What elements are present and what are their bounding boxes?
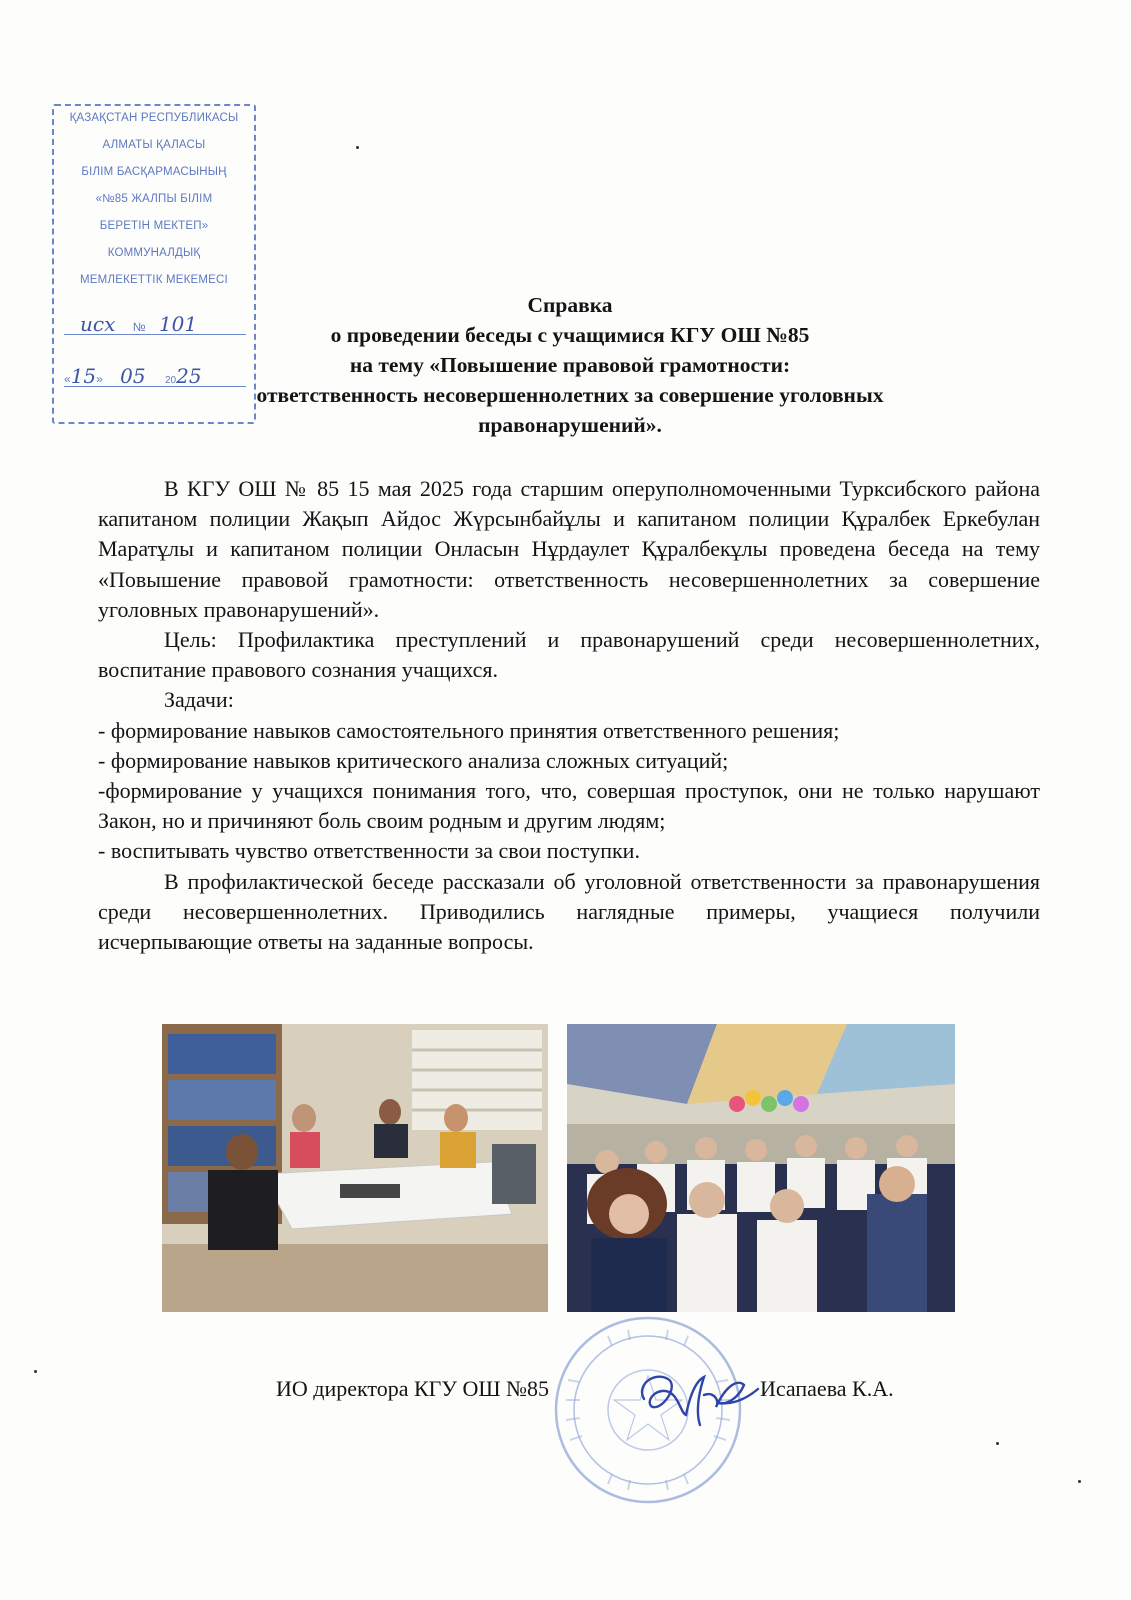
stamp-reg-number: 101 <box>158 312 198 336</box>
task-item: - воспитывать чувство ответственности за свои поступки. <box>98 838 640 864</box>
stamp-reg-prefix: исх <box>80 312 116 336</box>
title-line: ответственность несовершеннолетних за совершение уголовных <box>256 383 884 407</box>
stamp-date-month: 05 <box>120 364 146 388</box>
goal-paragraph: Цель: Профилактика преступлений и правонарушений среди несовершеннолетних, воспитание правового сознания учащихся. <box>98 627 1040 683</box>
assembly-photo-illustration <box>567 1024 955 1312</box>
stamp-line: КОММУНАЛДЫҚ <box>107 247 201 259</box>
meeting-photo <box>162 1024 548 1312</box>
assembly-photo <box>567 1024 955 1312</box>
stamp-line: АЛМАТЫ ҚАЛАСЫ <box>102 139 206 151</box>
signature-block <box>0 1376 1131 1416</box>
stamp-line: БІЛІМ БАСҚАРМАСЫНЫҢ <box>81 166 227 178</box>
meeting-photo-illustration <box>162 1024 548 1312</box>
signatory-position: ИО директора КГУ ОШ №85 <box>276 1376 550 1401</box>
scan-speck <box>34 1370 37 1373</box>
task-item: -формирование у учащихся понимания того, что, совершая проступок, они не только нарушают Закон, но и причиняют боль своим родным и другим людям; <box>98 778 1040 834</box>
signatory-name: Исапаева К.А. <box>760 1376 894 1401</box>
stamp-line: БЕРЕТІН МЕКТЕП» <box>99 220 209 232</box>
scan-speck <box>356 146 359 149</box>
title-line: правонарушений». <box>478 413 662 437</box>
stamp-date-open: « <box>64 372 71 386</box>
intro-paragraph: В КГУ ОШ № 85 15 мая 2025 года старшим оперуполномоченными Турксибского района капитаном полиции Жақып Айдос Жүрсынбайұлы и капитаном полиции Құралбек Еркебулан Маратұлы и капитаном полиции Онласын Нұрдаулет Құралбекұлы проведена беседа на тему «Повышение правовой грамотности: ответственность несовершеннолетних за совершение уголовных правонарушений». <box>98 476 1040 622</box>
stamp-date-year: 25 <box>176 364 202 388</box>
stamp-line: «№85 ЖАЛПЫ БІЛІМ <box>95 193 213 205</box>
task-item: - формирование навыков критического анализа сложных ситуаций; <box>98 747 729 773</box>
scan-speck <box>1078 1480 1081 1483</box>
stamp-date-day: 15 <box>70 364 97 388</box>
stamp-number-label: № <box>132 320 146 334</box>
title-line: Справка <box>527 293 613 317</box>
conclusion-paragraph: В профилактической беседе рассказали об уголовной ответственности за правонарушения среди несовершеннолетних. Приводились наглядные примеры, учащиеся получили исчерпывающие ответы на заданные вопросы. <box>98 868 1040 955</box>
title-line: на тему «Повышение правовой грамотности: <box>349 353 791 377</box>
title-line: о проведении беседы с учащимися КГУ ОШ №85 <box>330 323 810 347</box>
document-body <box>98 474 1040 957</box>
task-item: - формирование навыков самостоятельного принятия ответственного решения; <box>98 717 840 743</box>
stamp-date-close: » <box>96 372 103 386</box>
tasks-heading: Задачи: <box>164 687 234 713</box>
scan-speck <box>996 1442 999 1445</box>
document-title <box>150 290 990 440</box>
stamp-line: МЕМЛЕКЕТТІК МЕКЕМЕСІ <box>80 274 228 286</box>
stamp-date-year-prefix: 20 <box>164 375 177 386</box>
handwritten-signature <box>626 1355 766 1433</box>
stamp-line: ҚАЗАҚСТАН РЕСПУБЛИКАСЫ <box>69 112 239 124</box>
